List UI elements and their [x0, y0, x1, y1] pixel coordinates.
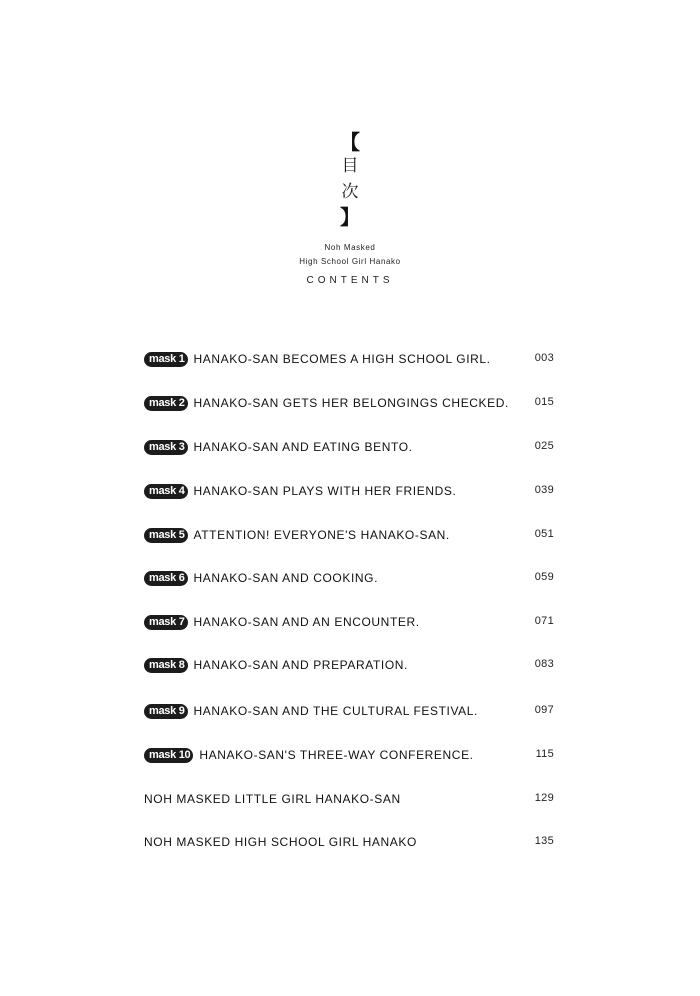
chapter-badge: mask 3 — [144, 440, 188, 455]
chapter-title: HANAKO-SAN AND AN ENCOUNTER. — [193, 615, 420, 629]
chapter-title: NOH MASKED LITTLE GIRL HANAKO-SAN — [144, 792, 401, 806]
chapter-badge: mask 6 — [144, 571, 188, 586]
chapter-title: ATTENTION! EVERYONE'S HANAKO-SAN. — [193, 528, 450, 542]
chapter-badge: mask 10 — [144, 748, 193, 763]
page-number: 129 — [534, 792, 554, 804]
contents-label: CONTENTS — [306, 275, 394, 286]
page-number: 039 — [534, 484, 554, 496]
toc-entry[interactable] — [144, 348, 564, 370]
bracket-close: 】 — [340, 205, 360, 229]
chapter-badge: mask 5 — [144, 528, 188, 543]
chapter-badge: mask 1 — [144, 352, 188, 367]
kanji-mokuji-2: 次 — [341, 182, 359, 202]
chapter-badge: mask 7 — [144, 615, 188, 630]
page-number: 135 — [534, 835, 554, 847]
page-number: 083 — [534, 658, 554, 670]
bracket-open: 【 — [340, 130, 360, 154]
toc-entry[interactable] — [144, 788, 564, 810]
toc-entry[interactable] — [144, 744, 564, 766]
chapter-title: HANAKO-SAN BECOMES A HIGH SCHOOL GIRL. — [193, 352, 491, 366]
chapter-badge: mask 9 — [144, 704, 188, 719]
chapter-title: HANAKO-SAN AND THE CULTURAL FESTIVAL. — [193, 704, 478, 718]
page-number: 059 — [534, 571, 554, 583]
page-number: 097 — [534, 704, 554, 716]
chapter-title: HANAKO-SAN PLAYS WITH HER FRIENDS. — [193, 484, 457, 498]
chapter-title: NOH MASKED HIGH SCHOOL GIRL HANAKO — [144, 835, 417, 849]
toc-header — [0, 132, 700, 286]
page-number: 115 — [535, 748, 554, 760]
series-subtitle-line2: High School Girl Hanako — [299, 257, 401, 266]
page-number: 015 — [534, 396, 554, 408]
page-number: 025 — [534, 440, 554, 452]
chapter-title: HANAKO-SAN AND EATING BENTO. — [193, 440, 413, 454]
series-subtitle-line1: Noh Masked — [324, 243, 376, 252]
toc-entry[interactable] — [144, 392, 564, 414]
kanji-mokuji-1: 目 — [341, 156, 359, 176]
chapter-title: HANAKO-SAN'S THREE-WAY CONFERENCE. — [199, 748, 474, 762]
toc-entry[interactable] — [144, 700, 564, 722]
page-number: 071 — [534, 615, 554, 627]
toc-entry[interactable] — [144, 480, 564, 502]
chapter-badge: mask 2 — [144, 396, 188, 411]
toc-entry[interactable] — [144, 611, 564, 633]
page-number: 003 — [534, 352, 554, 364]
chapter-title: HANAKO-SAN AND COOKING. — [193, 571, 379, 585]
toc-entry[interactable] — [144, 567, 564, 589]
toc-entry[interactable] — [144, 831, 564, 853]
toc-entry[interactable] — [144, 524, 564, 546]
chapter-title: HANAKO-SAN AND PREPARATION. — [193, 658, 408, 672]
chapter-title: HANAKO-SAN GETS HER BELONGINGS CHECKED. — [193, 396, 509, 410]
page-number: 051 — [534, 528, 554, 540]
chapter-badge: mask 8 — [144, 658, 188, 673]
chapter-badge: mask 4 — [144, 484, 188, 499]
toc-entry[interactable] — [144, 654, 564, 676]
toc-entry[interactable] — [144, 436, 564, 458]
